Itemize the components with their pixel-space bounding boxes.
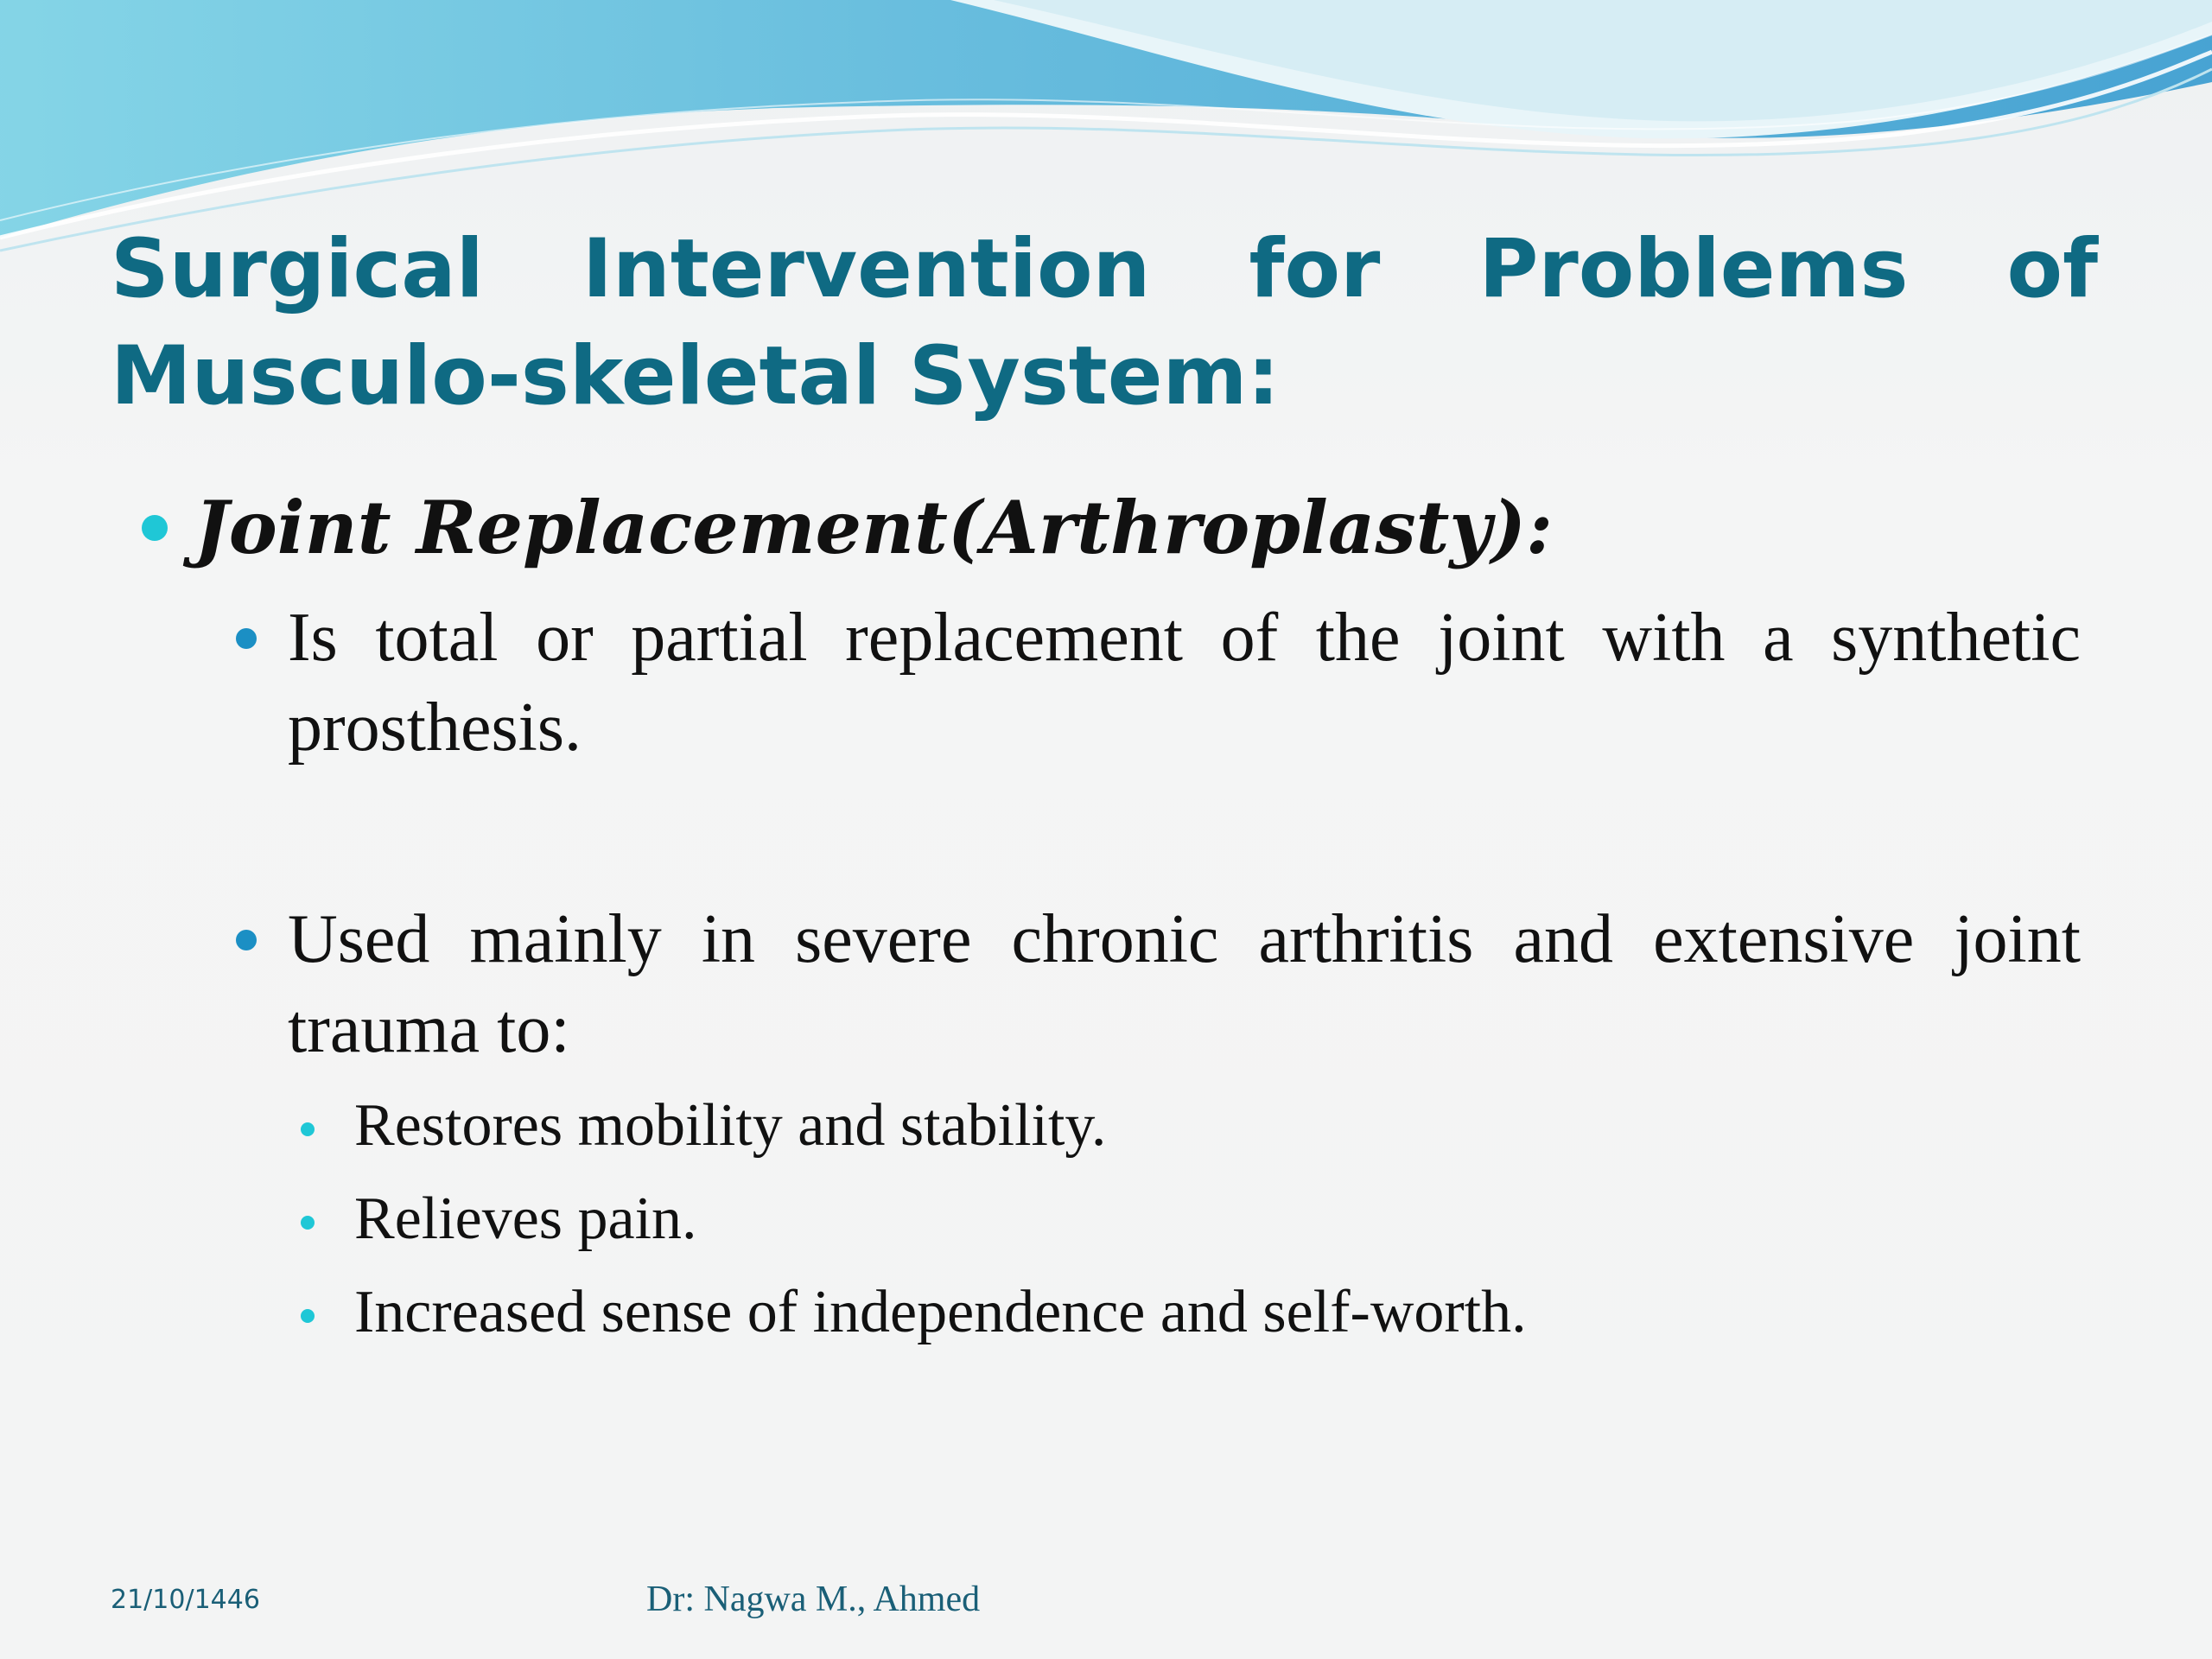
sub-point-bullet <box>301 1216 315 1230</box>
section-heading: Joint Replacement(Arthroplasty): <box>194 485 1553 570</box>
heading-bullet <box>142 515 168 541</box>
point-text: Is total or partial replacement of the joint with a synthetic prosthesis. <box>288 600 2081 766</box>
slide-title: Surgical Intervention for Problems of Musculo-skeletal System: <box>111 222 2098 423</box>
sub-point-bullet <box>301 1122 315 1136</box>
sub-point-text: Increased sense of independence and self-worth. <box>354 1279 1527 1345</box>
sub-point-bullet <box>301 1309 315 1323</box>
point-text: Used mainly in severe chronic arthritis and extensive joint trauma to: <box>288 901 2081 1067</box>
sub-point-text: Relieves pain. <box>354 1185 697 1252</box>
point-bullet <box>236 930 257 950</box>
footer-author: Dr: Nagwa M., Ahmed <box>646 1580 981 1619</box>
point-bullet <box>236 628 257 649</box>
sub-point-text: Restores mobility and stability. <box>354 1092 1107 1159</box>
footer-date: 21/10/1446 <box>111 1585 260 1615</box>
